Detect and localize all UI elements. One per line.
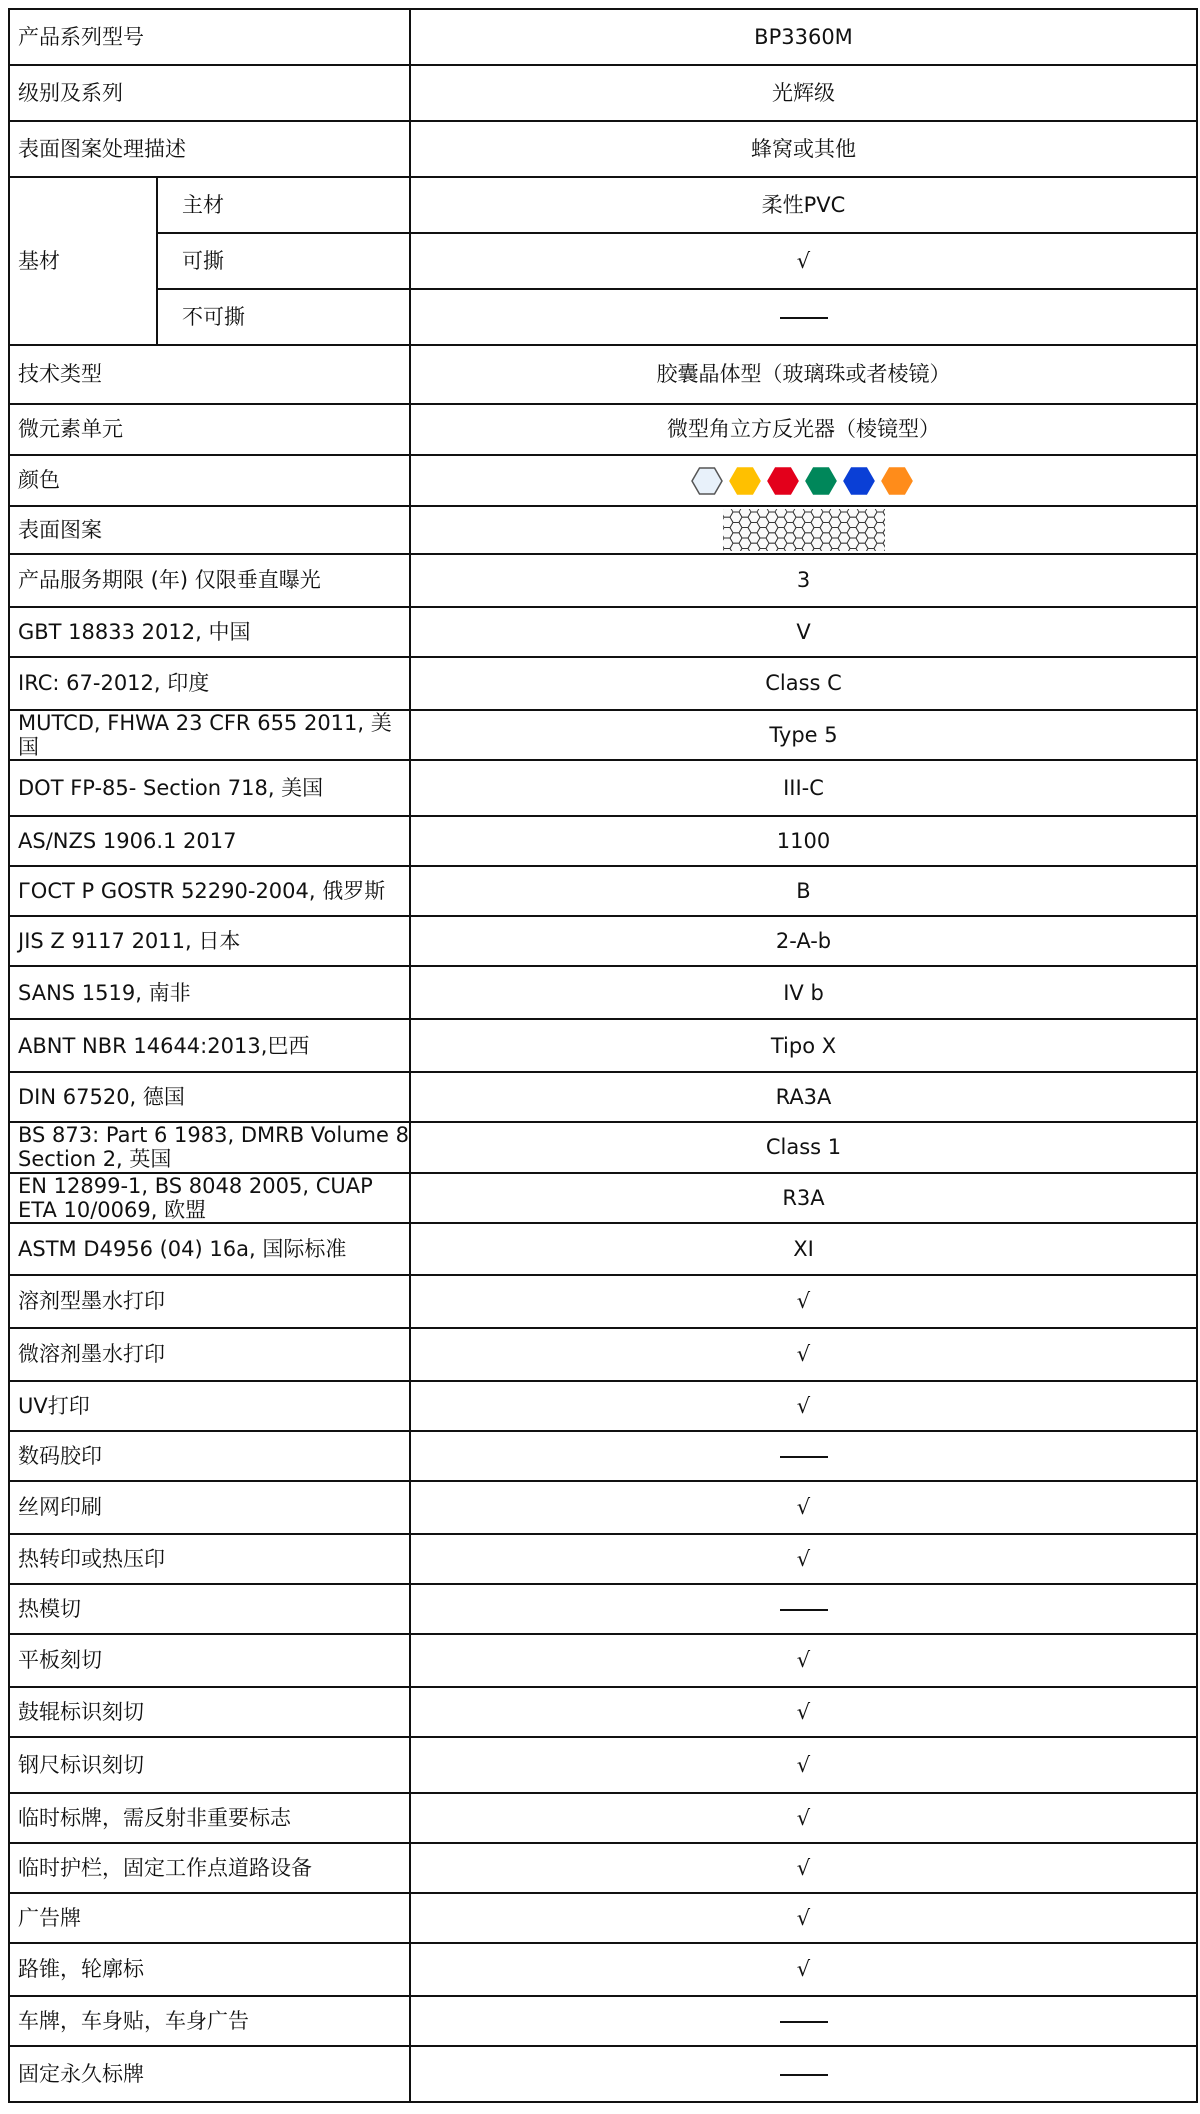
model-value: BP3360M (410, 9, 1197, 65)
application-value (410, 1996, 1197, 2046)
application-row (9, 1687, 1197, 1737)
dash-mark (780, 1609, 828, 1611)
standard-row (9, 760, 1197, 816)
application-row (9, 1534, 1197, 1584)
pattern-label: 表面图案 (9, 506, 410, 554)
application-row (9, 1634, 1197, 1687)
standard-row (9, 607, 1197, 657)
substrate-non-tearable-label: 不可撕 (157, 289, 410, 345)
row-tech-type (9, 345, 1197, 404)
standard-value: IV b (410, 966, 1197, 1019)
standard-row (9, 966, 1197, 1019)
color-swatch-group (689, 461, 919, 501)
row-micro-element (9, 404, 1197, 455)
application-label: 鼓辊标识刻切 (9, 1687, 410, 1737)
standard-row (9, 710, 1197, 760)
standard-row (9, 1223, 1197, 1275)
row-grade (9, 65, 1197, 121)
substrate-main-label: 主材 (157, 177, 410, 233)
application-row (9, 1584, 1197, 1634)
standard-label: IRC: 67-2012, 印度 (9, 657, 410, 710)
application-label: 数码胶印 (9, 1431, 410, 1481)
standard-label: ASTM D4956 (04) 16a, 国际标准 (9, 1223, 410, 1275)
application-label: 溶剂型墨水打印 (9, 1275, 410, 1328)
model-label: 产品系列型号 (9, 9, 410, 65)
colors-label: 颜色 (9, 455, 410, 506)
application-label: 临时标牌，需反射非重要标志 (9, 1793, 410, 1843)
application-label: 固定永久标牌 (9, 2046, 410, 2102)
application-value: √ (410, 1634, 1197, 1687)
row-pattern (9, 506, 1197, 554)
surface-treatment-value: 蜂窝或其他 (410, 121, 1197, 177)
standard-row (9, 1122, 1197, 1172)
standard-value: R3A (410, 1173, 1197, 1223)
standard-row (9, 866, 1197, 916)
application-value: √ (410, 1481, 1197, 1534)
application-label: 临时护栏，固定工作点道路设备 (9, 1843, 410, 1893)
grade-value: 光辉级 (410, 65, 1197, 121)
row-model (9, 9, 1197, 65)
grade-label: 级别及系列 (9, 65, 410, 121)
application-label: 热转印或热压印 (9, 1534, 410, 1584)
micro-element-value: 微型角立方反光器（棱镜型） (410, 404, 1197, 455)
application-value: √ (410, 1843, 1197, 1893)
row-colors (9, 455, 1197, 506)
color-swatch-hexagon (730, 468, 760, 494)
standard-row (9, 1072, 1197, 1122)
application-value: √ (410, 1687, 1197, 1737)
substrate-tearable-value: √ (410, 233, 1197, 289)
application-value: √ (410, 1893, 1197, 1943)
tech-type-label: 技术类型 (9, 345, 410, 404)
row-substrate-main (9, 177, 1197, 233)
application-row (9, 1431, 1197, 1481)
application-label: 车牌，车身贴，车身广告 (9, 1996, 410, 2046)
color-swatch-hexagon (882, 468, 912, 494)
application-label: 平板刻切 (9, 1634, 410, 1687)
standard-value: 3 (410, 554, 1197, 607)
standard-label: GBT 18833 2012, 中国 (9, 607, 410, 657)
application-row (9, 1893, 1197, 1943)
spec-table (8, 8, 1198, 2103)
application-value: √ (410, 1793, 1197, 1843)
standard-row (9, 1173, 1197, 1223)
application-row (9, 1328, 1197, 1381)
application-label: 热模切 (9, 1584, 410, 1634)
honeycomb-pattern-image (723, 509, 885, 551)
standard-label: MUTCD, FHWA 23 CFR 655 2011, 美国 (9, 710, 410, 760)
application-row (9, 1381, 1197, 1431)
application-label: 路锥，轮廓标 (9, 1943, 410, 1996)
standard-value: V (410, 607, 1197, 657)
standard-label: ГОСТ Р GOSTR 52290-2004, 俄罗斯 (9, 866, 410, 916)
standard-row (9, 916, 1197, 966)
application-value: √ (410, 1534, 1197, 1584)
dash-mark (780, 317, 828, 319)
standard-value: Class 1 (410, 1122, 1197, 1172)
application-value: √ (410, 1275, 1197, 1328)
application-row (9, 2046, 1197, 2102)
standard-label: 产品服务期限 (年) 仅限垂直曝光 (9, 554, 410, 607)
application-value: √ (410, 1381, 1197, 1431)
standard-row (9, 554, 1197, 607)
standard-row (9, 1019, 1197, 1072)
application-value (410, 2046, 1197, 2102)
row-substrate-non-tearable (9, 289, 1197, 345)
standard-label: SANS 1519, 南非 (9, 966, 410, 1019)
standard-value: III-C (410, 760, 1197, 816)
application-row (9, 1481, 1197, 1534)
standard-value: 2-A-b (410, 916, 1197, 966)
application-row (9, 1943, 1197, 1996)
standard-label: DOT FP-85- Section 718, 美国 (9, 760, 410, 816)
color-swatch-hexagon (844, 468, 874, 494)
dash-mark (780, 2074, 828, 2076)
substrate-non-tearable-value (410, 289, 1197, 345)
application-value: √ (410, 1328, 1197, 1381)
application-row (9, 1793, 1197, 1843)
standard-label: ABNT NBR 14644:2013,巴西 (9, 1019, 410, 1072)
color-swatch-hexagon (768, 468, 798, 494)
standard-value: Class C (410, 657, 1197, 710)
color-swatch-hexagon (806, 468, 836, 494)
substrate-label: 基材 (9, 177, 157, 345)
honeycomb-pattern-cell (410, 506, 1197, 554)
application-label: 微溶剂墨水打印 (9, 1328, 410, 1381)
micro-element-label: 微元素单元 (9, 404, 410, 455)
color-swatch-hexagon (692, 468, 722, 494)
row-substrate-tearable (9, 233, 1197, 289)
application-row (9, 1737, 1197, 1793)
application-row (9, 1843, 1197, 1893)
application-label: 丝网印刷 (9, 1481, 410, 1534)
application-value (410, 1431, 1197, 1481)
dash-mark (780, 2021, 828, 2023)
standard-label: EN 12899-1, BS 8048 2005, CUAP ETA 10/0069, 欧盟 (9, 1173, 410, 1223)
surface-treatment-label: 表面图案处理描述 (9, 121, 410, 177)
color-swatches (410, 455, 1197, 506)
substrate-tearable-label: 可撕 (157, 233, 410, 289)
standard-value: Type 5 (410, 710, 1197, 760)
tech-type-value: 胶囊晶体型（玻璃珠或者棱镜） (410, 345, 1197, 404)
standard-value: 1100 (410, 816, 1197, 866)
standard-row (9, 816, 1197, 866)
standard-value: B (410, 866, 1197, 916)
standard-value: RA3A (410, 1072, 1197, 1122)
dash-mark (780, 1456, 828, 1458)
application-value: √ (410, 1737, 1197, 1793)
substrate-main-value: 柔性PVC (410, 177, 1197, 233)
application-label: 钢尺标识刻切 (9, 1737, 410, 1793)
row-surface-treatment (9, 121, 1197, 177)
standard-value: Tipo X (410, 1019, 1197, 1072)
application-value: √ (410, 1943, 1197, 1996)
standard-value: XI (410, 1223, 1197, 1275)
standard-label: JIS Z 9117 2011, 日本 (9, 916, 410, 966)
application-row (9, 1996, 1197, 2046)
application-label: 广告牌 (9, 1893, 410, 1943)
standard-label: DIN 67520, 德国 (9, 1072, 410, 1122)
standard-label: BS 873: Part 6 1983, DMRB Volume 8 Section 2, 英国 (9, 1122, 410, 1172)
application-value (410, 1584, 1197, 1634)
application-label: UV打印 (9, 1381, 410, 1431)
application-row (9, 1275, 1197, 1328)
spec-table-body (9, 9, 1197, 2102)
standard-row (9, 657, 1197, 710)
standard-label: AS/NZS 1906.1 2017 (9, 816, 410, 866)
